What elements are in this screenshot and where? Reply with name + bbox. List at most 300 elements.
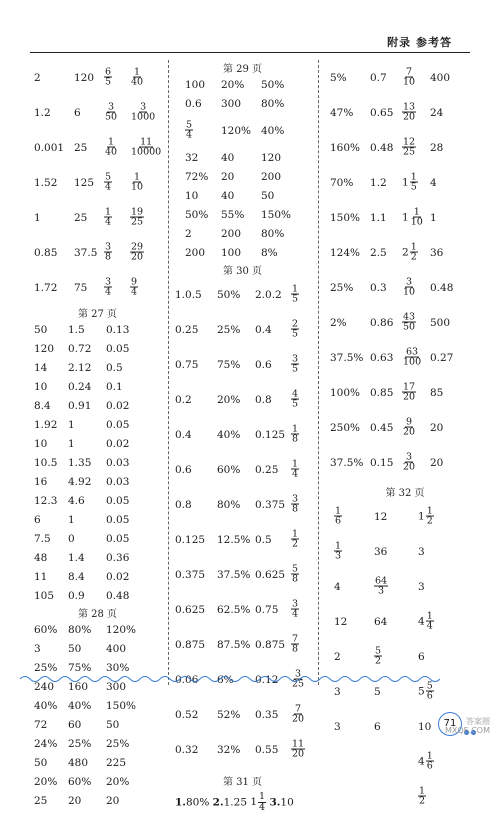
fraction <box>291 599 299 620</box>
answer-cell: 150% <box>106 699 137 712</box>
answer-cell: 50 <box>261 189 275 202</box>
fraction-numerator: 3 <box>292 353 299 365</box>
answer-cell: 60% <box>34 623 58 636</box>
fraction-numerator: 5 <box>186 119 193 131</box>
answer-row <box>30 415 165 434</box>
answer-cell: 62.5% <box>217 603 251 616</box>
answer-cell: 36 <box>430 246 444 259</box>
answer-cell: 0.7 <box>370 71 387 84</box>
fraction-numerator: 11 <box>140 136 153 148</box>
answer-cell: 500 <box>430 316 451 329</box>
fraction <box>402 137 416 158</box>
answer-cell: 120% <box>106 623 137 636</box>
answer-cell: 5% <box>330 71 347 84</box>
fraction-denominator: 20 <box>292 749 305 760</box>
answer-cell: 20% <box>217 393 241 406</box>
answer-cell: 0.25 <box>175 323 199 336</box>
fraction-numerator: 1 <box>426 505 433 517</box>
answer-row <box>175 94 310 113</box>
answer-cell: 120% <box>221 124 252 137</box>
answer-cell <box>291 739 305 760</box>
answer-cell: 0.32 <box>175 743 199 756</box>
fraction-numerator: 5 <box>292 563 299 575</box>
mixed-number <box>418 750 434 772</box>
answer-cell: 0.05 <box>106 494 130 507</box>
fraction-numerator: 3 <box>406 276 413 288</box>
fraction-numerator: 1 <box>419 785 426 797</box>
answer-cell: 10 <box>418 720 432 733</box>
mixed-whole: 1 <box>402 176 409 189</box>
answer-cell: 12.5% <box>217 533 251 546</box>
answer-row <box>175 697 310 732</box>
answer-cell: 1.92 <box>34 418 58 431</box>
column-divider <box>168 60 169 685</box>
answer-row <box>30 165 165 200</box>
column-middle <box>175 60 310 813</box>
fraction-denominator: 8 <box>105 252 112 263</box>
answer-cell: 3 <box>34 642 41 655</box>
mixed-whole: 4 <box>418 615 425 628</box>
fraction-denominator: 40 <box>105 147 118 158</box>
answer-cell: 12 <box>374 510 388 523</box>
answer-value: 1.25 <box>223 796 248 809</box>
fraction <box>291 704 305 725</box>
fraction-numerator: 63 <box>406 346 419 358</box>
answer-cell: 0.06 <box>175 673 199 686</box>
answer-cell <box>291 389 299 410</box>
answer-cell: 40% <box>217 428 241 441</box>
fraction <box>402 312 416 333</box>
answer-cell <box>104 207 112 228</box>
answer-cell: 0.05 <box>106 418 130 431</box>
answer-row <box>30 377 165 396</box>
answers-block-page-30 <box>175 277 310 767</box>
answer-cell: 72 <box>34 718 48 731</box>
answer-cell: 0.13 <box>106 323 130 336</box>
section-title-page-32: 第 32 页 <box>385 488 425 499</box>
answer-cell: 0.6 <box>255 358 272 371</box>
answer-cell: 4 <box>334 580 341 593</box>
fraction-numerator: 3 <box>295 668 302 680</box>
answer-row <box>30 529 165 548</box>
answer-cell: 32% <box>217 743 241 756</box>
fraction-denominator: 25 <box>403 147 416 158</box>
site-watermark <box>445 718 490 736</box>
answer-row <box>175 186 310 205</box>
answer-value: 80% <box>185 796 210 809</box>
answer-row <box>330 200 480 235</box>
answer-cell: 0.65 <box>370 106 394 119</box>
fraction-numerator: 1 <box>335 505 342 517</box>
fraction-denominator: 3 <box>378 586 385 597</box>
fraction-denominator: 5 <box>105 77 112 88</box>
fraction <box>374 646 382 667</box>
answer-cell: 8% <box>261 246 278 259</box>
answer-cell: 200 <box>261 170 282 183</box>
fraction-numerator: 3 <box>140 101 147 113</box>
answer-row <box>175 522 310 557</box>
answer-cell <box>402 382 416 403</box>
answer-cell: 40% <box>34 699 58 712</box>
answer-cell: 225 <box>106 756 127 769</box>
fraction-denominator: 10000 <box>131 147 162 158</box>
fraction-numerator: 1 <box>134 66 141 78</box>
answer-cell <box>334 506 342 527</box>
answer-row <box>30 396 165 415</box>
answer-cell: 2 <box>185 227 192 240</box>
answer-row <box>330 445 480 480</box>
fraction <box>402 417 416 438</box>
fraction-denominator: 5 <box>292 399 299 410</box>
answers-block-page-32 <box>330 499 480 814</box>
answer-value: 10 <box>280 796 294 809</box>
fraction-numerator: 1 <box>410 171 417 183</box>
mixed-whole: 4 <box>418 755 425 768</box>
answer-cell: 124% <box>330 246 361 259</box>
fraction-denominator: 6 <box>426 761 433 772</box>
fraction <box>104 277 112 298</box>
answer-cell: 0.375 <box>175 568 206 581</box>
answer-cell: 400 <box>106 642 127 655</box>
fraction-denominator: 2 <box>419 796 426 807</box>
answer-cell: 40 <box>221 189 235 202</box>
fraction <box>130 172 144 193</box>
answer-cell: 24 <box>430 106 444 119</box>
answer-cell: 0.1 <box>106 380 123 393</box>
fraction <box>402 347 422 368</box>
answer-row <box>175 627 310 662</box>
answer-cell <box>402 242 418 263</box>
answer-cell <box>402 452 416 473</box>
answer-cell <box>291 494 299 515</box>
answer-cell: 50% <box>261 78 285 91</box>
mixed-whole: 1 <box>402 211 409 224</box>
answer-cell: 0.05 <box>106 513 130 526</box>
answer-cell: 480 <box>68 756 89 769</box>
fraction-numerator: 3 <box>105 241 112 253</box>
fraction <box>418 786 426 807</box>
answer-cell: 75% <box>68 661 92 674</box>
answer-label: 2. <box>212 796 224 809</box>
fraction <box>410 242 418 263</box>
answer-cell <box>104 102 118 123</box>
answer-cell <box>291 319 299 340</box>
answer-cell: 0.91 <box>68 399 92 412</box>
answer-row <box>30 548 165 567</box>
answer-row <box>30 510 165 529</box>
answer-cell: 0.9 <box>68 589 85 602</box>
fraction-denominator: 5 <box>292 329 299 340</box>
answer-row <box>30 715 165 734</box>
section-title-page-28: 第 28 页 <box>77 609 118 620</box>
answer-cell: 4.92 <box>68 475 92 488</box>
answer-cell: 85 <box>430 386 444 399</box>
answer-cell <box>130 102 156 123</box>
answer-cell: 25% <box>217 323 241 336</box>
answer-cell: 1.2 <box>370 176 387 189</box>
answer-cell: 87.5% <box>217 638 251 651</box>
answer-cell: 70% <box>330 176 354 189</box>
mixed-number <box>402 206 424 228</box>
answer-row <box>330 569 480 604</box>
answer-cell: 250% <box>330 421 361 434</box>
section-title-page-31: 第 31 页 <box>222 777 263 788</box>
answer-cell: 100 <box>221 246 242 259</box>
answer-cell: 25% <box>330 281 354 294</box>
answer-row <box>175 205 310 224</box>
answer-cell: 0.125 <box>255 428 286 441</box>
answer-cell: 50% <box>217 288 241 301</box>
answer-cell: 80% <box>217 498 241 511</box>
answer-cell: 0.72 <box>68 342 92 355</box>
answer-cell: 25% <box>68 737 92 750</box>
answer-cell: 1 <box>68 513 75 526</box>
answer-cell: 100 <box>185 78 206 91</box>
fraction <box>258 792 266 813</box>
page-header <box>0 30 500 52</box>
answer-row <box>30 130 165 165</box>
answer-cell: 28 <box>430 141 444 154</box>
answer-cell: 5 <box>374 685 381 698</box>
answer-cell: 25% <box>34 661 58 674</box>
answer-cell: 0.85 <box>34 246 58 259</box>
column-divider <box>318 60 319 685</box>
answers-block-page-27 <box>30 320 165 605</box>
answer-cell <box>185 120 193 141</box>
fraction-numerator: 4 <box>292 388 299 400</box>
answer-cell: 1.1 <box>370 211 387 224</box>
answer-cell <box>130 277 138 298</box>
answer-cell <box>291 354 299 375</box>
answer-cell: 60% <box>68 775 92 788</box>
answer-cell <box>374 576 388 597</box>
answer-cell <box>402 347 422 368</box>
answer-cell: 120 <box>261 151 282 164</box>
answer-row <box>330 235 480 270</box>
answer-cell: 8.4 <box>34 399 51 412</box>
answer-cell: 2.12 <box>68 361 92 374</box>
answer-cell: 20% <box>106 775 130 788</box>
fraction-denominator: 2 <box>410 252 417 263</box>
fraction <box>130 102 156 123</box>
fraction-denominator: 1000 <box>131 112 156 123</box>
answer-cell <box>291 424 299 445</box>
answer-cell: 11 <box>34 570 48 583</box>
answer-cell: 0.03 <box>106 475 130 488</box>
fraction-numerator: 64 <box>375 575 388 587</box>
answer-cell <box>130 242 144 263</box>
fraction-denominator: 4 <box>105 182 112 193</box>
column-right <box>330 60 480 814</box>
fraction <box>426 611 434 632</box>
fraction <box>410 172 418 193</box>
answer-cell: 0.36 <box>106 551 130 564</box>
fraction-numerator: 1 <box>292 283 299 295</box>
fraction-numerator: 1 <box>134 171 141 183</box>
answer-cell: 0 <box>68 532 75 545</box>
answer-row <box>330 270 480 305</box>
header-rule <box>30 52 470 53</box>
answer-cell <box>104 242 112 263</box>
answer-row <box>330 499 480 534</box>
fraction-numerator: 1 <box>426 750 433 762</box>
fraction <box>104 242 112 263</box>
answer-cell: 240 <box>34 680 55 693</box>
answer-cell: 37.5 <box>74 246 98 259</box>
answer-cell: 1 <box>34 211 41 224</box>
answers-block-page-28 <box>30 620 165 810</box>
fraction-numerator: 1 <box>292 458 299 470</box>
answer-cell: 200 <box>185 246 206 259</box>
answer-row <box>175 243 310 262</box>
answer-cell: 6% <box>217 673 234 686</box>
answer-cell: 3 <box>334 685 341 698</box>
mixed-number <box>418 610 434 632</box>
fraction-denominator: 100 <box>403 357 422 368</box>
answers-page-31 <box>175 792 310 813</box>
fraction <box>291 459 299 480</box>
answer-row <box>175 224 310 243</box>
answer-row <box>175 732 310 767</box>
fraction <box>291 564 299 585</box>
fraction-numerator: 9 <box>131 276 138 288</box>
answer-cell: 75% <box>217 358 241 371</box>
answer-row <box>30 270 165 305</box>
fraction-denominator: 20 <box>131 252 144 263</box>
answer-cell: 25 <box>74 141 88 154</box>
fraction <box>334 506 342 527</box>
answer-cell: 50 <box>106 718 120 731</box>
answer-cell: 10 <box>34 380 48 393</box>
answer-cell: 7.5 <box>34 532 51 545</box>
fraction-denominator: 2 <box>426 516 433 527</box>
answer-row <box>330 305 480 340</box>
answer-cell: 3 <box>418 580 425 593</box>
answer-row <box>330 95 480 130</box>
answer-cell: 2 <box>334 650 341 663</box>
fraction <box>402 277 416 298</box>
answer-cell: 0.45 <box>370 421 394 434</box>
answer-row <box>175 167 310 186</box>
answer-cell: 0.48 <box>106 589 130 602</box>
answer-row <box>175 148 310 167</box>
answer-row <box>30 791 165 810</box>
answer-cell: 0.375 <box>255 498 286 511</box>
fraction <box>104 207 112 228</box>
answer-cell: 125 <box>74 176 95 189</box>
answer-row <box>175 277 310 312</box>
fraction <box>291 529 299 550</box>
answer-cell: 75 <box>74 281 88 294</box>
answer-cell: 120 <box>74 71 95 84</box>
fraction <box>410 207 424 228</box>
answer-cell: 300 <box>106 680 127 693</box>
answer-row <box>30 320 165 339</box>
answer-cell: 300 <box>221 97 242 110</box>
answer-cell: 400 <box>430 71 451 84</box>
answer-cell: 1.35 <box>68 456 92 469</box>
answer-cell <box>402 417 416 438</box>
fraction-denominator: 50 <box>105 112 118 123</box>
answer-cell: 0.625 <box>175 603 206 616</box>
answer-cell: 1.4 <box>68 551 85 564</box>
answer-cell: 0.15 <box>370 456 394 469</box>
answer-cell: 0.5 <box>106 361 123 374</box>
answer-cell <box>402 67 416 88</box>
fraction <box>291 284 299 305</box>
answer-cell <box>291 529 299 550</box>
answer-row <box>175 312 310 347</box>
answer-cell: 1.5 <box>68 323 85 336</box>
answer-row <box>30 753 165 772</box>
fraction <box>402 382 416 403</box>
fraction <box>104 67 112 88</box>
answer-cell: 1.2 <box>34 106 51 119</box>
answer-row <box>175 75 310 94</box>
answer-row <box>30 358 165 377</box>
answer-row <box>30 200 165 235</box>
answer-cell: 20 <box>221 170 235 183</box>
answer-cell: 64 <box>374 615 388 628</box>
answer-cell: 36 <box>374 545 388 558</box>
answer-cell: 0.5 <box>255 533 272 546</box>
answer-row <box>30 339 165 358</box>
mixed-whole: 2 <box>402 246 409 259</box>
fraction-numerator: 7 <box>292 633 299 645</box>
answer-cell: 10 <box>185 189 199 202</box>
fraction-denominator: 20 <box>403 427 416 438</box>
answer-cell <box>291 634 299 655</box>
answer-cell: 8.4 <box>68 570 85 583</box>
fraction-numerator: 29 <box>131 241 144 253</box>
fraction-numerator: 1 <box>259 791 266 802</box>
answer-row <box>30 95 165 130</box>
fraction-denominator: 4 <box>105 217 112 228</box>
answer-cell: 72% <box>185 170 209 183</box>
answer-cell <box>402 207 424 228</box>
fraction-denominator: 10 <box>131 182 144 193</box>
header-title: 附录 参考答 <box>387 36 452 49</box>
fraction-denominator: 25 <box>292 679 305 690</box>
fraction-numerator: 11 <box>292 738 305 750</box>
fraction-denominator: 5 <box>292 294 299 305</box>
answer-cell: 0.001 <box>34 141 65 154</box>
fraction-denominator: 8 <box>292 574 299 585</box>
answer-cell <box>104 277 112 298</box>
answer-row <box>30 235 165 270</box>
fraction <box>291 739 305 760</box>
answer-row <box>175 347 310 382</box>
fraction <box>130 242 144 263</box>
answer-cell: 25% <box>106 737 130 750</box>
answer-cell: 6 <box>74 106 81 119</box>
answer-cell <box>418 751 434 772</box>
answer-cell: 2.0.2 <box>255 288 282 301</box>
watermark-logo-text: 答案圈 <box>466 717 490 727</box>
answer-row <box>30 567 165 586</box>
fraction-numerator: 19 <box>131 206 144 218</box>
answer-cell: 50% <box>185 208 209 221</box>
answer-cell: 0.12 <box>255 673 279 686</box>
fraction-numerator: 3 <box>292 493 299 505</box>
answer-cell: 40% <box>68 699 92 712</box>
fraction-numerator: 12 <box>403 136 416 148</box>
answer-cell: 3 <box>418 545 425 558</box>
fraction <box>104 102 118 123</box>
answer-cell: 0.05 <box>106 342 130 355</box>
answer-cell: 37.5% <box>330 456 364 469</box>
answer-cell: 0.75 <box>255 603 279 616</box>
